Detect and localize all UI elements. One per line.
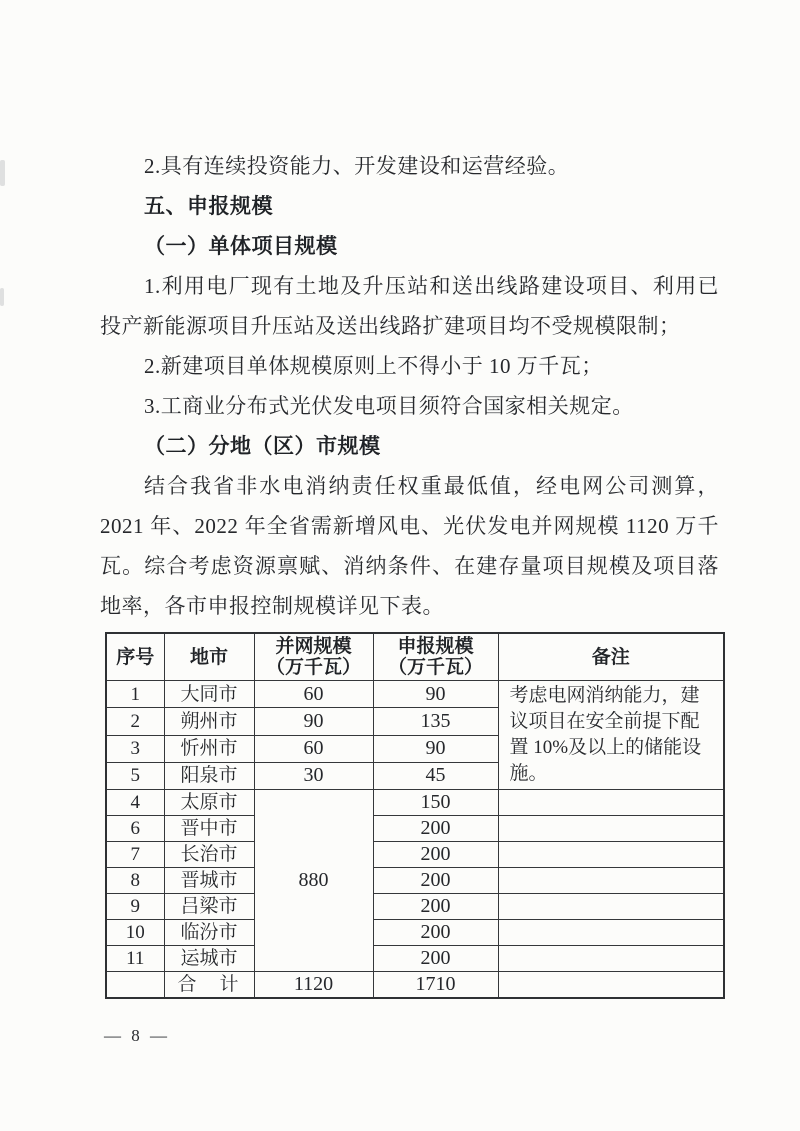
no-cell: 10 [106, 920, 164, 946]
grid-cell: 90 [254, 708, 373, 735]
no-cell: 8 [106, 868, 164, 894]
empty-remark-cell [498, 920, 724, 946]
paragraph-item-2: 2.新建项目单体规模原则上不得小于 10 万千瓦； [144, 354, 603, 378]
city-cell: 阳泉市 [164, 762, 254, 789]
table-total-row [106, 972, 724, 999]
empty-no-cell [106, 972, 164, 999]
no-cell: 1 [106, 681, 164, 708]
declared-cell: 200 [373, 842, 498, 868]
no-cell: 2 [106, 708, 164, 735]
table-header-row [106, 633, 724, 681]
declared-cell: 200 [373, 868, 498, 894]
city-cell: 长治市 [164, 842, 254, 868]
declared-scale-unit: （万千瓦） [387, 657, 483, 678]
grid-scale-unit: （万千瓦） [265, 657, 361, 678]
declared-cell: 150 [373, 790, 498, 816]
heading-regional-scale: （二）分地（区）市规模 [144, 434, 381, 458]
total-grid-cell: 1120 [254, 972, 373, 999]
table-row [106, 790, 724, 816]
empty-remark-cell [498, 868, 724, 894]
city-scale-table [105, 632, 725, 999]
empty-remark-cell [498, 894, 724, 920]
paragraph-item-3: 3.工商业分布式光伏发电项目须符合国家相关规定。 [144, 394, 634, 418]
empty-remark-cell [498, 972, 724, 999]
no-cell: 11 [106, 946, 164, 972]
declared-cell: 200 [373, 920, 498, 946]
scan-artifact [0, 160, 5, 186]
no-cell: 5 [106, 762, 164, 789]
column-header-declared-scale [373, 633, 498, 681]
table-row [106, 946, 724, 972]
empty-remark-cell [498, 842, 724, 868]
heading-single-project-scale: （一）单体项目规模 [144, 234, 338, 258]
grid-cell: 30 [254, 762, 373, 789]
table-row [106, 868, 724, 894]
grid-cell: 60 [254, 735, 373, 762]
table-row [106, 816, 724, 842]
page-number: — 8 — [104, 1026, 170, 1045]
declared-cell: 200 [373, 946, 498, 972]
scan-artifact [0, 288, 4, 306]
column-header-grid-scale [254, 633, 373, 681]
empty-remark-cell [498, 816, 724, 842]
declared-cell: 200 [373, 894, 498, 920]
city-cell: 晋城市 [164, 868, 254, 894]
empty-remark-cell [498, 946, 724, 972]
city-cell: 忻州市 [164, 735, 254, 762]
declared-cell: 200 [373, 816, 498, 842]
no-cell: 9 [106, 894, 164, 920]
no-cell: 6 [106, 816, 164, 842]
paragraph-item-1: 1.利用电厂现有土地及升压站和送出线路建设项目、利用已投产新能源项目升压站及送出线路扩建项目均不受规模限制； [100, 274, 719, 338]
declared-cell: 45 [373, 762, 498, 789]
heading-section-five: 五、申报规模 [144, 194, 273, 218]
city-cell: 朔州市 [164, 708, 254, 735]
city-cell: 吕梁市 [164, 894, 254, 920]
column-header-no: 序号 [106, 633, 164, 681]
city-cell: 太原市 [164, 790, 254, 816]
city-cell: 临汾市 [164, 920, 254, 946]
city-cell: 大同市 [164, 681, 254, 708]
table-row [106, 842, 724, 868]
document-body [100, 146, 719, 999]
table-row [106, 920, 724, 946]
city-cell: 晋中市 [164, 816, 254, 842]
grid-cell: 60 [254, 681, 373, 708]
no-cell: 4 [106, 790, 164, 816]
total-label-cell: 合 计 [164, 972, 254, 999]
declared-cell: 135 [373, 708, 498, 735]
grid-scale-title: 并网规模 [275, 636, 352, 657]
empty-remark-cell [498, 790, 724, 816]
declared-scale-title: 申报规模 [397, 636, 474, 657]
city-cell: 运城市 [164, 946, 254, 972]
paragraph-investment-experience: 2.具有连续投资能力、开发建设和运营经验。 [144, 154, 570, 178]
table-row [106, 681, 724, 708]
paragraph-regional-intro: 结合我省非水电消纳责任权重最低值，经电网公司测算，2021 年、2022 年全省需新增风电、光伏发电并网规模 1120 万千瓦。综合考虑资源禀赋、消纳条件、在建存量项目规模及项目落地率，各市申报控制规模详见下表。 [100, 474, 719, 618]
declared-cell: 90 [373, 735, 498, 762]
column-header-remark: 备注 [498, 633, 724, 681]
declared-cell: 90 [373, 681, 498, 708]
no-cell: 7 [106, 842, 164, 868]
remark-note-cell: 考虑电网消纳能力，建议项目在安全前提下配置 10%及以上的储能设施。 [498, 681, 724, 790]
table-row [106, 894, 724, 920]
no-cell: 3 [106, 735, 164, 762]
total-declared-cell: 1710 [373, 972, 498, 999]
merged-grid-cell: 880 [254, 790, 373, 972]
column-header-city: 地市 [164, 633, 254, 681]
